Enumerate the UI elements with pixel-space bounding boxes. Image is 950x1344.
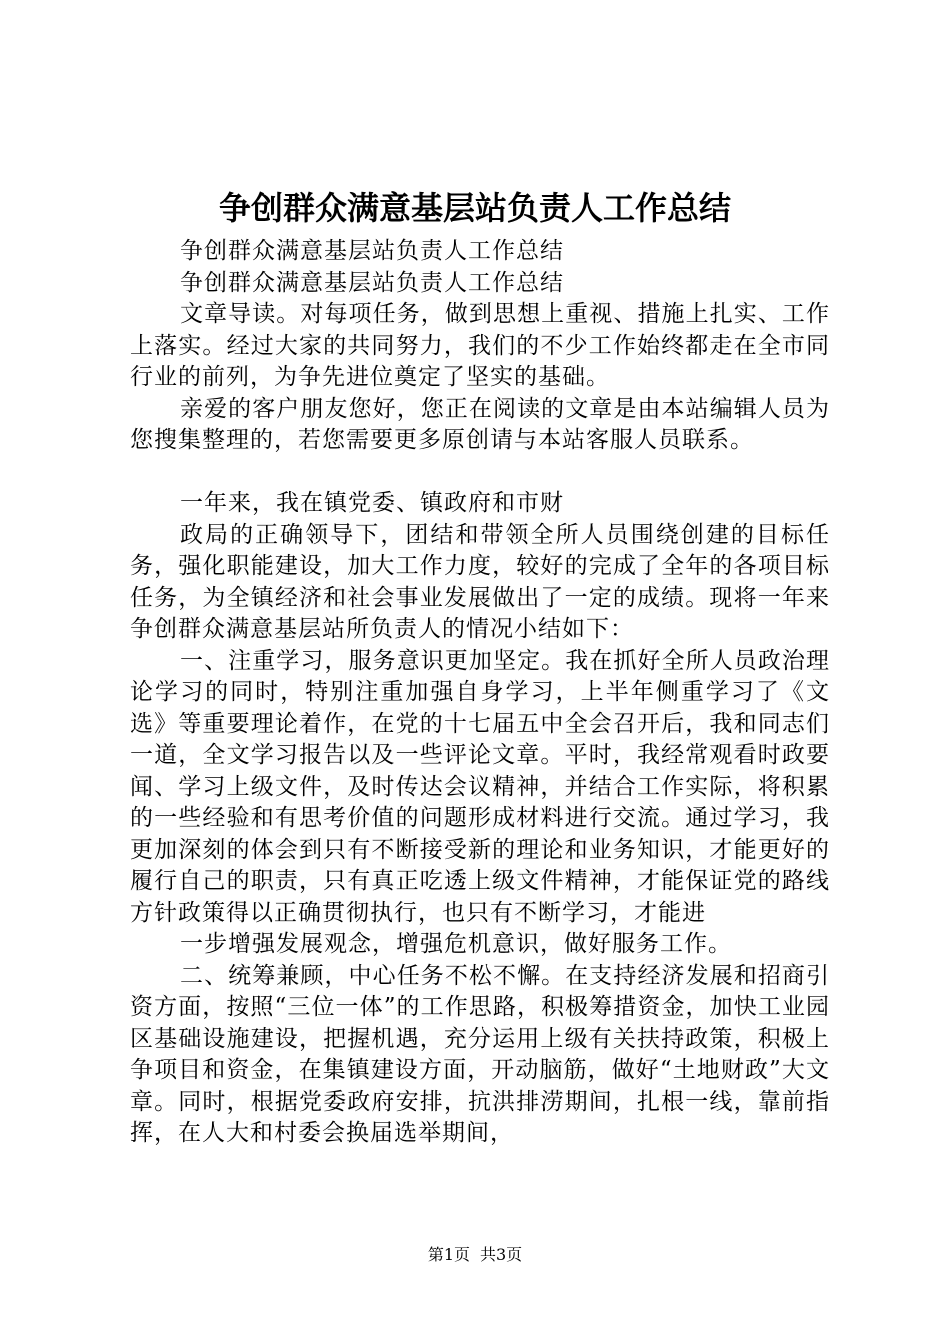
page-footer [0,1244,950,1266]
section-one-continued: 一步增强发展观念，增强危机意识，做好服务工作。 [180,931,732,957]
page-number: 第1页 [427,1245,470,1264]
section-one-paragraph: 一、注重学习，服务意识更加坚定。我在抓好全所人员政治理论学习的同时，特别注重加强自身学习，上半年侧重学习了《文选》等重要理论着作，在党的十七届五中全会召开后，我和同志们一道，全文学习报告以及一些评论文章。平时，我经常观看时政要闻、学习上级文件，及时传达会议精神，并结合工作实际，将积累的一些经验和有思考价值的问题形成材料进行交流。通过学习，我更加深刻的体会到只有不断接受新的理论和业务知识，才能更好的履行自己的职责，只有真正吃透上级文件精神，才能保证党的路线方针政策得以正确贯彻执行，也只有不断学习，才能进 [130,647,830,926]
document-title: 争创群众满意基层站负责人工作总结 [218,189,731,227]
page-total: 共3页 [480,1245,523,1264]
notice-paragraph: 亲爱的客户朋友您好，您正在阅读的文章是由本站编辑人员为您搜集整理的，若您需要更多原创请与本站客服人员联系。 [130,395,830,453]
document-body [130,236,830,1150]
opening-line: 一年来，我在镇党委、镇政府和市财 [180,490,564,516]
intro-paragraph: 文章导读。对每项任务，做到思想上重视、措施上扎实、工作上落实。经过大家的共同努力，我们的不少工作始终都走在全市同行业的前列，为争先进位奠定了坚实的基础。 [130,301,830,390]
subtitle-paragraph: 争创群众满意基层站负责人工作总结 [180,238,564,264]
subtitle-repeat-paragraph: 争创群众满意基层站负责人工作总结 [180,269,564,296]
blank-line [130,457,830,489]
summary-paragraph: 政局的正确领导下，团结和带领全所人员围绕创建的目标任务，强化职能建设，加大工作力度，较好的完成了全年的各项目标任务，为全镇经济和社会事业发展做出了一定的成绩。现将一年来争创群众满意基层站所负责人的情况小结如下： [130,521,830,642]
section-two-paragraph: 二、统筹兼顾，中心任务不松不懈。在支持经济发展和招商引资方面，按照“三位一体”的工作思路，积极筹措资金，加快工业园区基础设施建设，把握机遇，充分运用上级有关扶持政策，积极上争项目和资金，在集镇建设方面，开动脑筋，做好“土地财政”大文章。同时，根据党委政府安排，抗洪排涝期间，扎根一线，靠前指挥，在人大和村委会换届选举期间， [130,962,830,1146]
